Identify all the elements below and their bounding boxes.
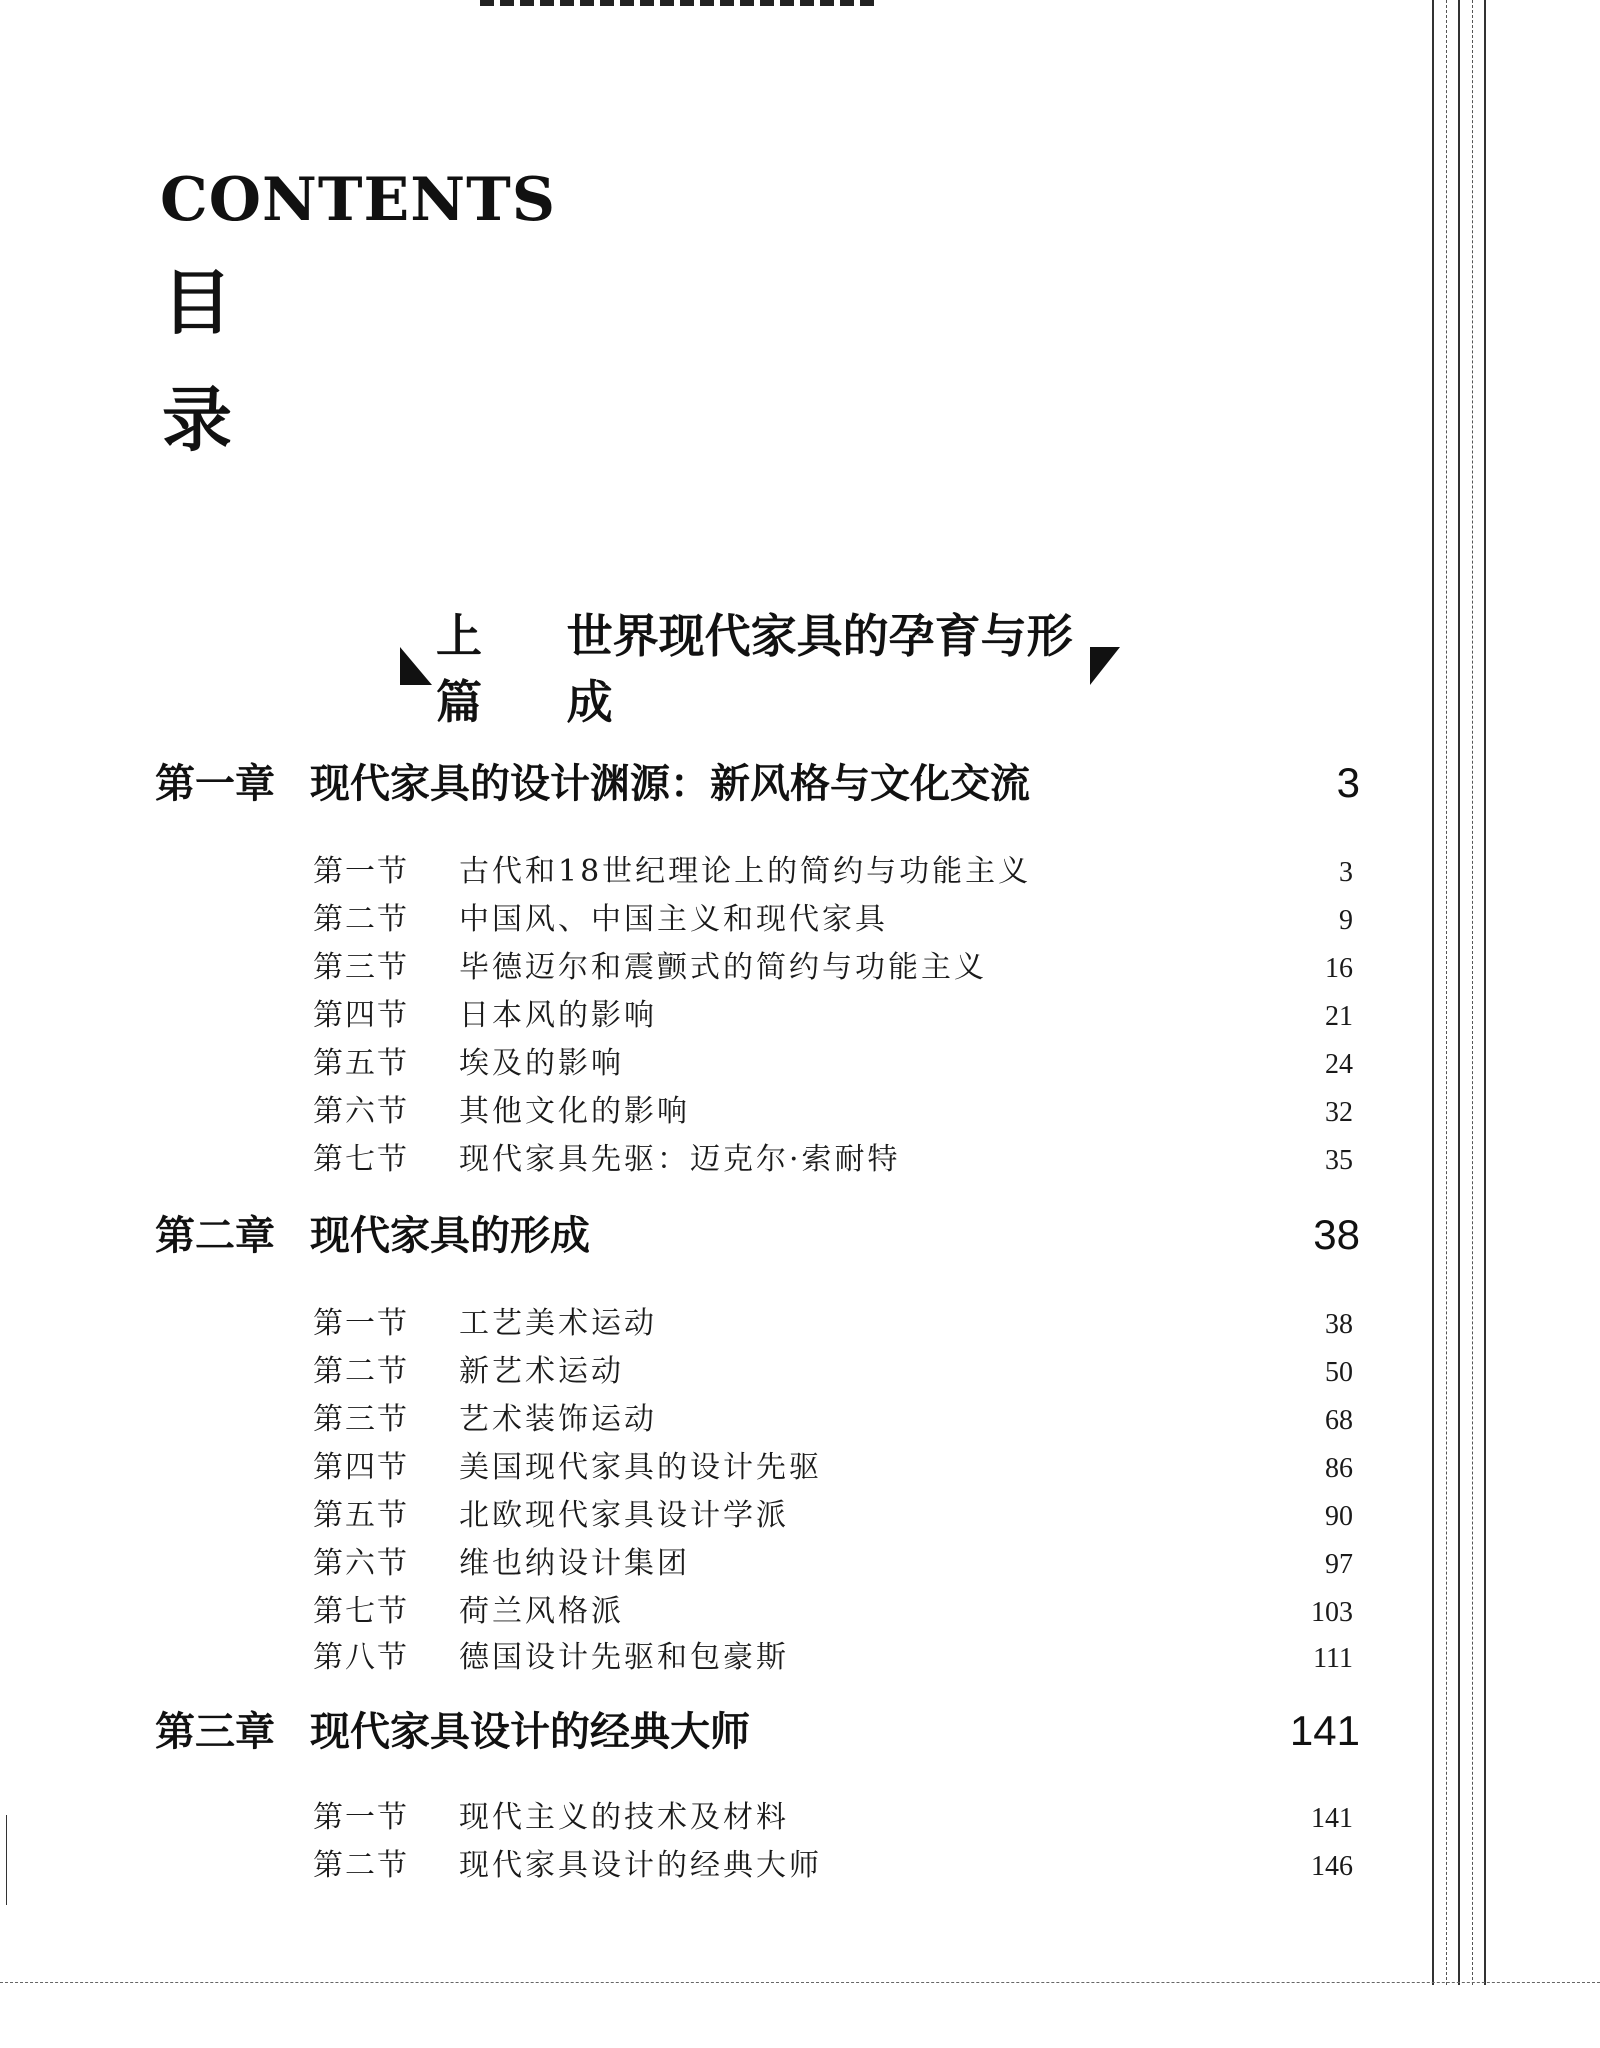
section-page: 50 xyxy=(1325,1357,1353,1388)
section-title: 新艺术运动 xyxy=(459,1354,624,1389)
chapter-number: 第三章 xyxy=(155,1709,275,1755)
section-2-4[interactable] xyxy=(313,1442,1353,1488)
chapter-title: 现代家具的设计渊源：新风格与文化交流 xyxy=(310,761,1030,807)
scan-top-edge xyxy=(480,0,880,6)
section-number: 第五节 xyxy=(313,1046,409,1081)
section-page: 16 xyxy=(1325,953,1353,984)
chapter-title: 现代家具的形成 xyxy=(310,1213,590,1259)
section-number: 第二节 xyxy=(313,1848,409,1883)
triangle-right-icon xyxy=(1090,647,1120,685)
section-number: 第一节 xyxy=(313,854,409,889)
chapter-number: 第二章 xyxy=(155,1213,275,1259)
section-page: 3 xyxy=(1339,857,1353,888)
section-1-2[interactable] xyxy=(313,894,1353,940)
section-page: 141 xyxy=(1311,1803,1353,1834)
binding-line xyxy=(1446,0,1447,1985)
part-name: 世界现代家具的孕育与形成 xyxy=(566,609,1073,729)
bottom-rule xyxy=(0,1982,1600,1983)
binding-line xyxy=(1432,0,1434,1985)
contents-heading-en: CONTENTS xyxy=(160,165,557,235)
section-2-8[interactable] xyxy=(313,1632,1353,1678)
contents-heading-zh-1: 目 xyxy=(162,262,232,344)
section-title: 古代和18世纪理论上的简约与功能主义 xyxy=(459,854,1032,889)
section-page: 90 xyxy=(1325,1501,1353,1532)
section-number: 第一节 xyxy=(313,1306,409,1341)
section-number: 第七节 xyxy=(313,1594,409,1629)
section-number: 第三节 xyxy=(313,1402,409,1437)
section-page: 146 xyxy=(1311,1851,1353,1882)
section-2-2[interactable] xyxy=(313,1346,1353,1392)
section-title: 埃及的影响 xyxy=(459,1046,624,1081)
section-page: 24 xyxy=(1325,1049,1353,1080)
section-title: 维也纳设计集团 xyxy=(459,1546,690,1581)
chapter-page: 3 xyxy=(1336,759,1360,806)
section-number: 第三节 xyxy=(313,950,409,985)
section-3-2[interactable] xyxy=(313,1840,1353,1886)
section-number: 第六节 xyxy=(313,1546,409,1581)
section-2-3[interactable] xyxy=(313,1394,1353,1440)
part-label: 上篇 xyxy=(436,609,482,729)
chapter-number: 第一章 xyxy=(155,761,275,807)
section-page: 9 xyxy=(1339,905,1353,936)
section-1-6[interactable] xyxy=(313,1086,1353,1132)
section-title: 美国现代家具的设计先驱 xyxy=(459,1450,822,1485)
section-3-1[interactable] xyxy=(313,1792,1353,1838)
section-title: 其他文化的影响 xyxy=(459,1094,690,1129)
section-2-7[interactable] xyxy=(313,1586,1353,1632)
section-title: 德国设计先驱和包豪斯 xyxy=(459,1640,789,1675)
chapter-page: 141 xyxy=(1289,1707,1360,1754)
section-page: 103 xyxy=(1311,1597,1353,1628)
chapter-3[interactable] xyxy=(155,1700,1360,1757)
section-number: 第四节 xyxy=(313,998,409,1033)
section-2-1[interactable] xyxy=(313,1298,1353,1344)
binding-line xyxy=(1472,0,1473,1985)
contents-heading-zh-2: 录 xyxy=(162,379,232,461)
chapter-1[interactable] xyxy=(155,752,1360,809)
chapter-2[interactable] xyxy=(155,1204,1360,1261)
section-page: 32 xyxy=(1325,1097,1353,1128)
section-number: 第七节 xyxy=(313,1142,409,1177)
part-title xyxy=(400,600,1120,732)
chapter-title: 现代家具设计的经典大师 xyxy=(310,1709,750,1755)
binding-line xyxy=(1484,0,1486,1985)
section-2-5[interactable] xyxy=(313,1490,1353,1536)
section-1-5[interactable] xyxy=(313,1038,1353,1084)
section-1-3[interactable] xyxy=(313,942,1353,988)
section-title: 现代家具先驱：迈克尔·索耐特 xyxy=(459,1142,901,1177)
section-title: 荷兰风格派 xyxy=(459,1594,624,1629)
section-page: 38 xyxy=(1325,1309,1353,1340)
section-number: 第一节 xyxy=(313,1800,409,1835)
section-number: 第四节 xyxy=(313,1450,409,1485)
section-title: 毕德迈尔和震颤式的简约与功能主义 xyxy=(459,950,987,985)
section-title: 现代家具设计的经典大师 xyxy=(459,1848,822,1883)
section-number: 第六节 xyxy=(313,1094,409,1129)
section-number: 第八节 xyxy=(313,1640,409,1675)
section-1-1[interactable] xyxy=(313,846,1353,892)
section-page: 68 xyxy=(1325,1405,1353,1436)
section-number: 第五节 xyxy=(313,1498,409,1533)
section-title: 日本风的影响 xyxy=(459,998,657,1033)
scan-edge-mark xyxy=(6,1815,7,1905)
section-2-6[interactable] xyxy=(313,1538,1353,1584)
section-page: 21 xyxy=(1325,1001,1353,1032)
section-page: 35 xyxy=(1325,1145,1353,1176)
section-number: 第二节 xyxy=(313,902,409,937)
section-page: 97 xyxy=(1325,1549,1353,1580)
triangle-left-icon xyxy=(400,647,432,685)
section-page: 86 xyxy=(1325,1453,1353,1484)
chapter-page: 38 xyxy=(1313,1211,1360,1258)
section-number: 第二节 xyxy=(313,1354,409,1389)
section-1-4[interactable] xyxy=(313,990,1353,1036)
section-1-7[interactable] xyxy=(313,1134,1353,1180)
section-title: 工艺美术运动 xyxy=(459,1306,657,1341)
section-title: 现代主义的技术及材料 xyxy=(459,1800,789,1835)
section-title: 北欧现代家具设计学派 xyxy=(459,1498,789,1533)
section-title: 艺术装饰运动 xyxy=(459,1402,657,1437)
binding-line xyxy=(1458,0,1460,1985)
section-page: 111 xyxy=(1313,1643,1353,1674)
section-title: 中国风、中国主义和现代家具 xyxy=(459,902,888,937)
